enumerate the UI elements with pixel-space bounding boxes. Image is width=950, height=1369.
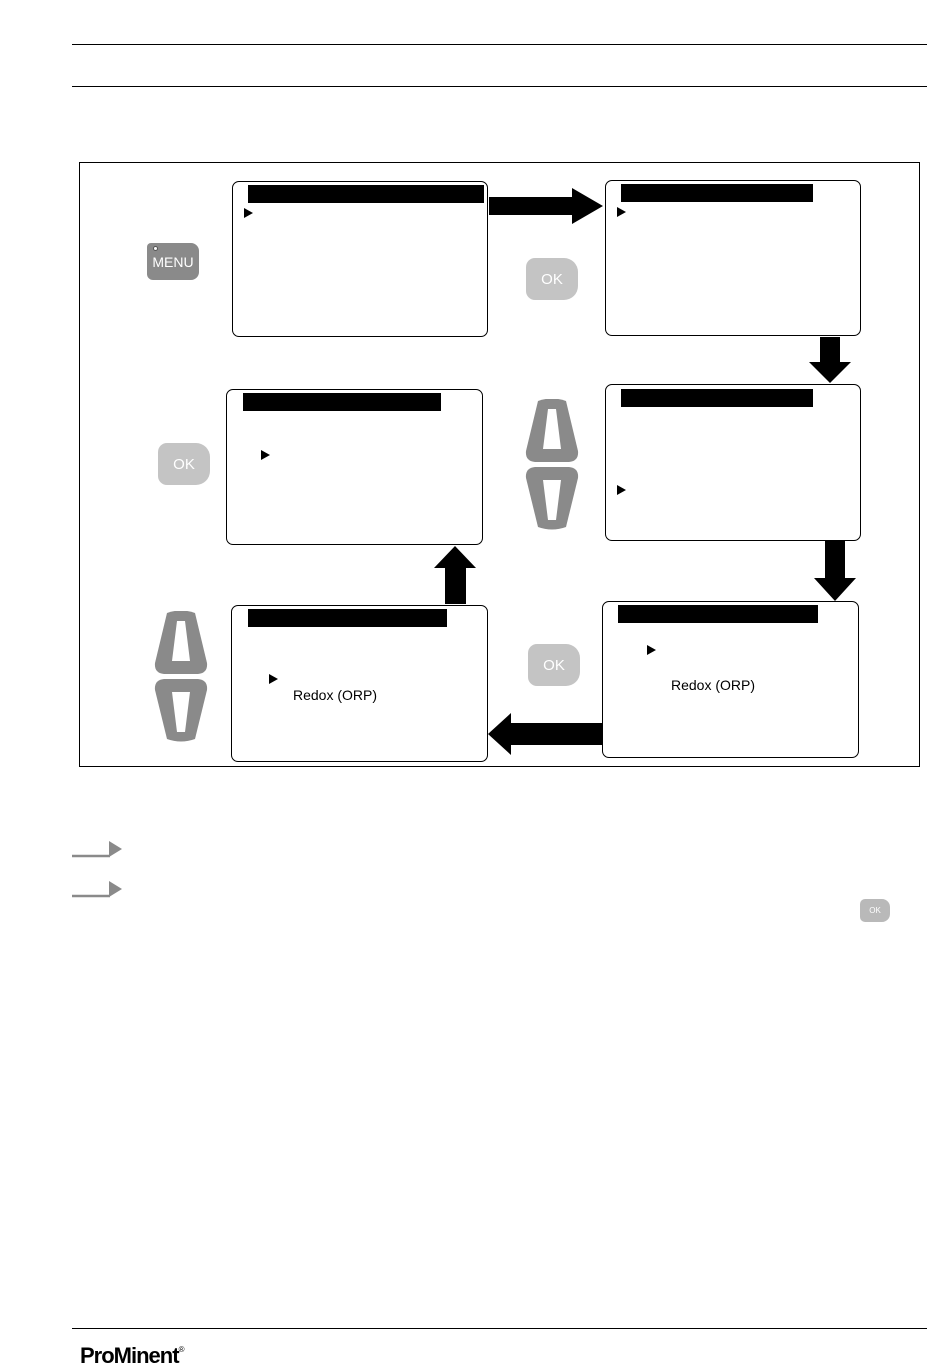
prominent-logo	[80, 1343, 184, 1369]
footer-rule	[72, 1328, 927, 1329]
display-screen-2	[605, 180, 861, 336]
screen-title-bar	[618, 605, 818, 623]
screen-option-text: Redox (ORP)	[671, 677, 756, 693]
display-screen-3	[605, 384, 861, 541]
header-rule-top	[72, 44, 927, 45]
ok-key-label: OK	[173, 455, 195, 473]
menu-cursor-icon	[244, 208, 253, 218]
menu-cursor-icon	[269, 674, 278, 684]
header-rule-bottom	[72, 86, 927, 87]
led-icon	[153, 246, 158, 251]
screen-option-text: Redox (ORP)	[293, 687, 378, 703]
menu-cursor-icon	[617, 485, 626, 495]
display-screen-4	[602, 601, 859, 758]
ok-key-label: OK	[543, 656, 565, 674]
up-down-keys-icon	[524, 399, 580, 531]
ok-key-label: OK	[541, 270, 563, 288]
inline-ok-key-label: OK	[869, 906, 881, 915]
screen-title-bar	[248, 609, 447, 627]
inline-ok-key-icon	[860, 899, 890, 922]
logo-registered-mark: ®	[178, 1345, 185, 1354]
result-arrow-icon	[72, 840, 124, 860]
display-screen-6	[226, 389, 483, 545]
display-screen-1	[232, 181, 488, 337]
result-arrow-icon	[72, 880, 124, 900]
menu-cursor-icon	[261, 450, 270, 460]
menu-key-label: MENU	[152, 253, 194, 270]
menu-cursor-icon	[647, 645, 656, 655]
menu-key-icon	[147, 243, 199, 280]
screen-title-bar	[243, 393, 441, 411]
display-screen-5	[231, 605, 488, 762]
screen-title-bar	[248, 185, 484, 203]
ok-key-icon	[526, 258, 578, 300]
ok-key-icon	[528, 644, 580, 686]
logo-text: ProMinent	[80, 1343, 179, 1368]
menu-cursor-icon	[617, 207, 626, 217]
up-down-keys-icon	[153, 611, 209, 743]
screen-title-bar	[621, 184, 813, 202]
ok-key-icon	[158, 443, 210, 485]
screen-title-bar	[621, 389, 813, 407]
